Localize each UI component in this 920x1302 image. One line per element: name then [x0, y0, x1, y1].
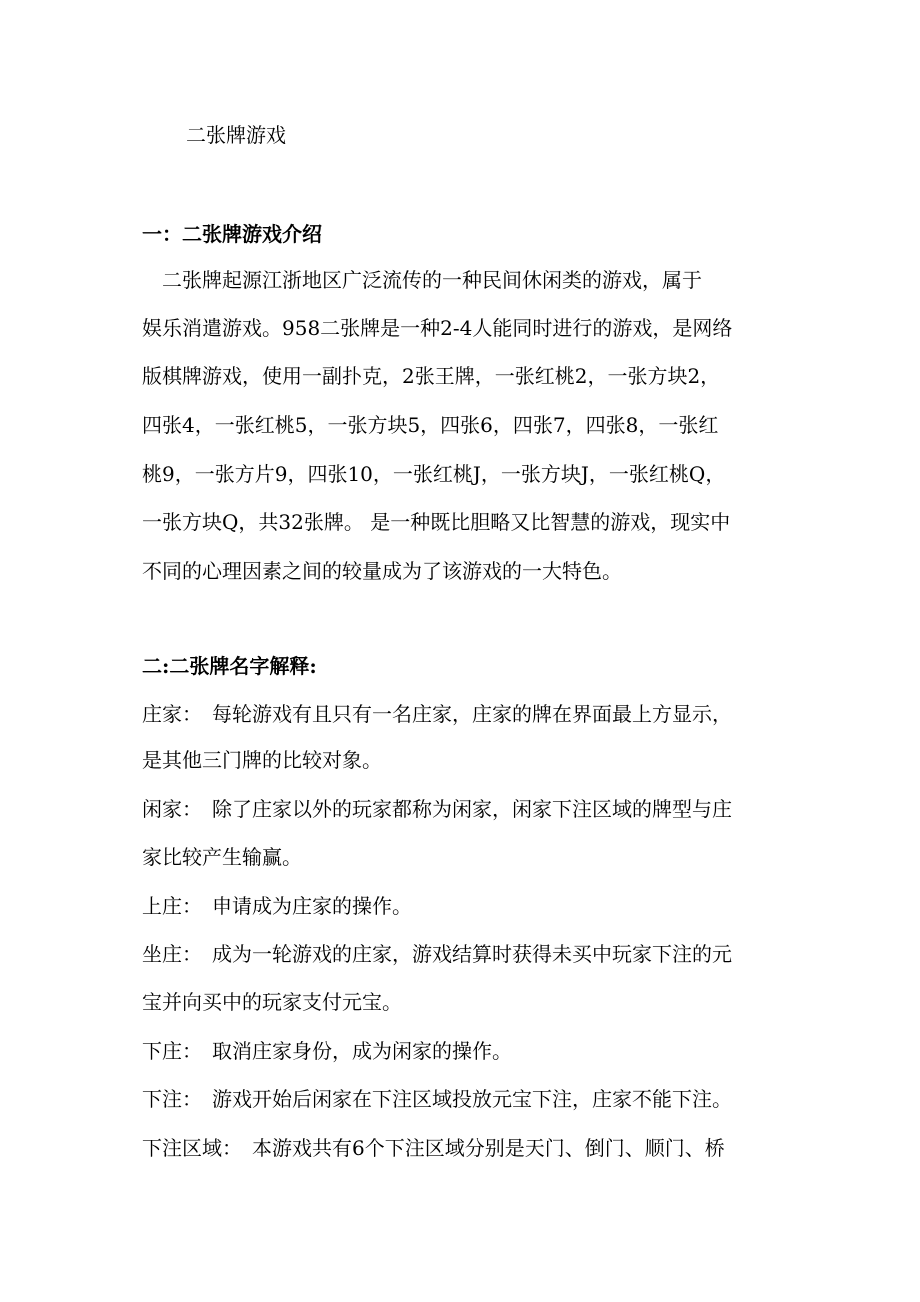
section-1-line: 版棋牌游戏，使用一副扑克，2张王牌，一张红桃2，一张方块2，	[142, 364, 721, 388]
section-1-heading: 一：二张牌游戏介绍	[142, 222, 322, 246]
definition-line: 上庄： 申请成为庄家的操作。	[142, 894, 412, 918]
definition-line: 宝并向买中的玩家支付元宝。	[142, 990, 402, 1014]
definition-line: 闲家： 除了庄家以外的玩家都称为闲家，闲家下注区域的牌型与庄	[142, 797, 732, 821]
section-1-line: 四张4，一张红桃5，一张方块5，四张6，四张7，四张8，一张红	[142, 413, 719, 437]
section-1-line: 不同的心理因素之间的较量成为了该游戏的一大特色。	[142, 559, 622, 583]
definition-line: 下注区域： 本游戏共有6个下注区域分别是天门、倒门、顺门、桥	[142, 1136, 725, 1160]
definition-line: 庄家： 每轮游戏有且只有一名庄家，庄家的牌在界面最上方显示，	[142, 702, 732, 726]
section-1-line: 桃9，一张方片9，四张10，一张红桃J，一张方块J，一张红桃Q，	[142, 462, 726, 486]
definition-line: 是其他三门牌的比较对象。	[142, 748, 382, 772]
section-1-line: 二张牌起源江浙地区广泛流传的一种民间休闲类的游戏，属于	[142, 268, 702, 292]
section-1-line: 一张方块Q，共32张牌。 是一种既比胆略又比智慧的游戏，现实中	[142, 510, 731, 534]
section-2-heading: 二:二张牌名字解释:	[142, 654, 317, 678]
definition-line: 家比较产生输赢。	[142, 845, 302, 869]
section-1-line: 娱乐消遣游戏。958二张牌是一种2-4人能同时进行的游戏，是网络	[142, 316, 733, 340]
definition-line: 下庄： 取消庄家身份，成为闲家的操作。	[142, 1039, 512, 1063]
definition-line: 下注： 游戏开始后闲家在下注区域投放元宝下注，庄家不能下注。	[142, 1087, 732, 1111]
definition-line: 坐庄： 成为一轮游戏的庄家，游戏结算时获得未买中玩家下注的元	[142, 942, 732, 966]
document-title: 二张牌游戏	[186, 123, 286, 147]
